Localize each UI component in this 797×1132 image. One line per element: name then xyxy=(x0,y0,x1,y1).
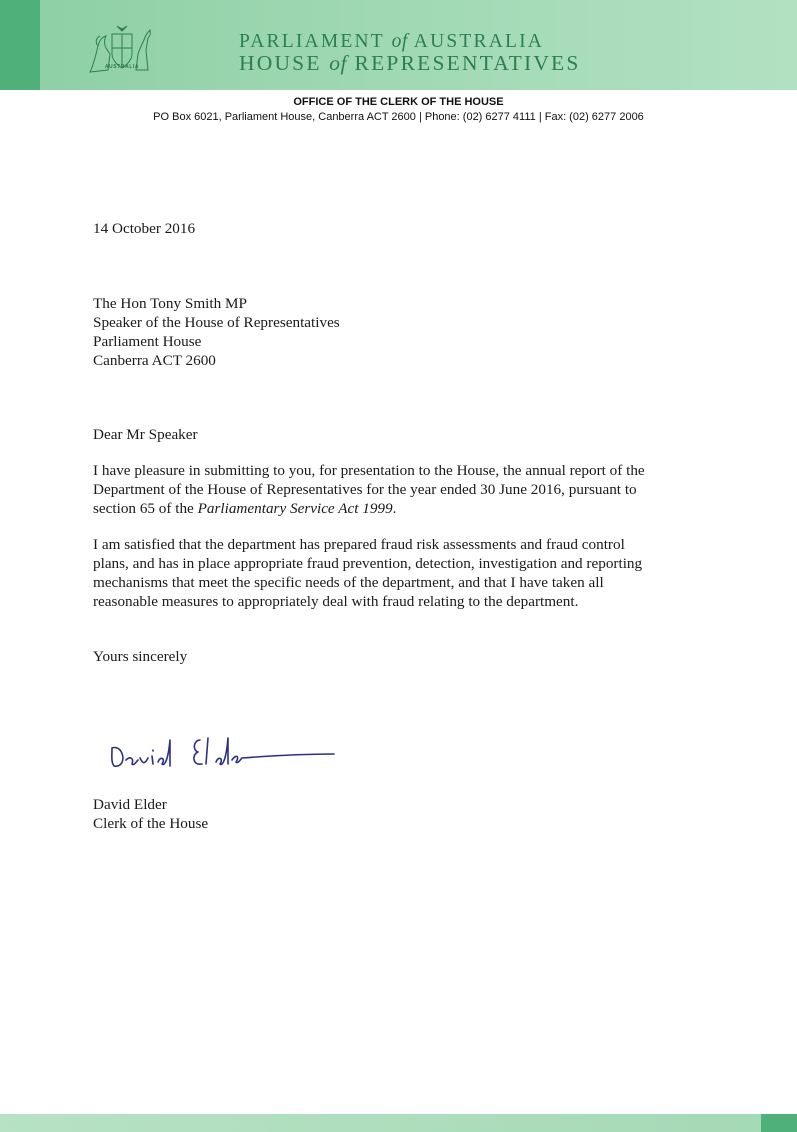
house-title-part: HOUSE xyxy=(239,51,330,75)
recipient-address xyxy=(93,294,723,370)
salutation: Dear Mr Speaker xyxy=(93,426,198,443)
crest-motto: AUSTRALIA xyxy=(104,64,140,70)
parliament-title-part: PARLIAMENT xyxy=(239,31,392,52)
paragraph-line: I am satisfied that the department has prepared fraud risk assessments and fraud control xyxy=(93,536,625,553)
recipient-line: The Hon Tony Smith MP xyxy=(93,295,247,312)
paragraph-text: . xyxy=(392,500,397,517)
letterhead-accent-strip xyxy=(0,0,40,90)
house-title xyxy=(239,53,581,75)
recipient-line: Parliament House xyxy=(93,333,202,350)
signatory-block xyxy=(93,795,723,833)
body-paragraph-2 xyxy=(93,535,723,611)
paragraph-line: I have pleasure in submitting to you, for presentation to the House, the annual report of the xyxy=(93,462,645,479)
house-title-of: of xyxy=(329,51,347,75)
office-title: OFFICE OF THE CLERK OF THE HOUSE xyxy=(293,96,504,108)
recipient-line: Speaker of the House of Representatives xyxy=(93,314,340,331)
closing: Yours sincerely xyxy=(93,648,188,665)
paragraph-line xyxy=(93,499,723,518)
footer-band xyxy=(0,1114,797,1132)
act-title: Parliamentary Service Act 1999 xyxy=(197,500,393,517)
signatory-title: Clerk of the House xyxy=(93,815,209,832)
parliament-title-of: of xyxy=(391,31,408,52)
signatory-name: David Elder xyxy=(93,796,167,813)
paragraph-line: plans, and has in place appropriate fraud prevention, detection, investigation and reporting xyxy=(93,555,643,572)
office-address: PO Box 6021, Parliament House, Canberra ACT 2600 | Phone: (02) 6277 4111 | Fax: (02) 6277 2006 xyxy=(153,111,644,123)
paragraph-line: reasonable measures to appropriately deal with fraud relating to the department. xyxy=(93,593,579,610)
footer-accent-strip xyxy=(761,1114,797,1132)
letter-date: 14 October 2016 xyxy=(93,220,196,237)
parliament-title xyxy=(239,32,544,52)
house-title-part: REPRESENTATIVES xyxy=(346,51,581,75)
paragraph-line: Department of the House of Representatives for the year ended 30 June 2016, pursuant to xyxy=(93,481,637,498)
handwritten-signature xyxy=(108,732,338,780)
paragraph-line: mechanisms that meet the specific needs of the department, and that I have taken all xyxy=(93,574,604,591)
parliament-title-part: AUSTRALIA xyxy=(407,31,545,52)
paragraph-text: section 65 of the xyxy=(93,500,198,517)
body-paragraph-1 xyxy=(93,461,723,518)
recipient-line: Canberra ACT 2600 xyxy=(93,352,216,369)
